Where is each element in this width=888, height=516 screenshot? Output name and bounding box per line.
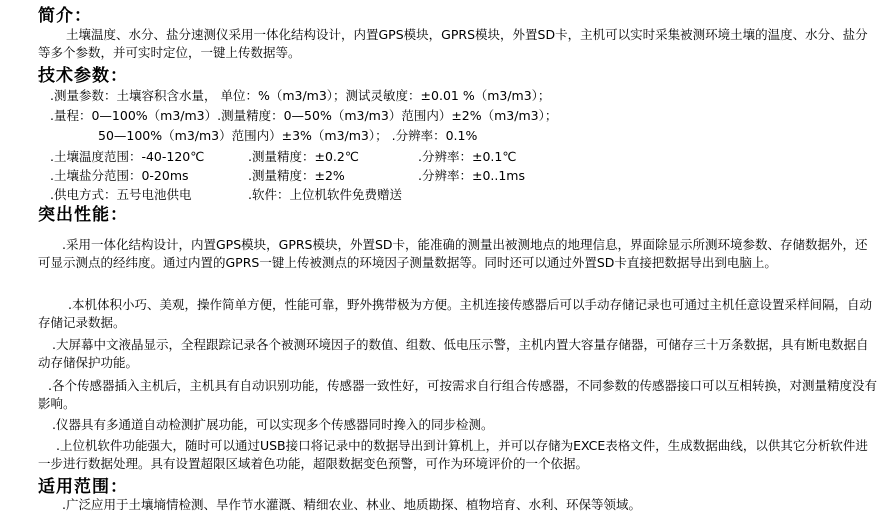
spec-cell: .软件：上位机软件免费赠送 bbox=[248, 187, 402, 202]
spec-cell: .分辨率：±0.1℃ bbox=[418, 149, 517, 164]
feature-item: .大屏幕中文液晶显示，全程跟踪记录各个被测环境因子的数值、组数、低电压示警，主机内置大容量存储器，可储存三十万条数据，具有断电数据自动存储保护功能。 bbox=[38, 337, 869, 370]
spec-cell: .供电方式：五号电池供电 bbox=[50, 187, 192, 202]
spec-cell: .测量精度：±0.2℃ bbox=[248, 149, 359, 164]
spec-row: 50—100%（m3/m3）范围内）±3%（m3/m3）； .分辨率：0.1% bbox=[98, 128, 478, 143]
features-heading: 突出性能： bbox=[38, 205, 128, 225]
spec-cell: .土壤温度范围：-40-120℃ bbox=[50, 149, 205, 164]
feature-item: .仪器具有多通道自动检测扩展功能，可以实现多个传感器同时搀入的同步检测。 bbox=[52, 417, 494, 432]
scope-text: .广泛应用于土壤墒情检测、旱作节水灌溉、精细农业、林业、地质勘探、植物培育、水利、环保等领域。 bbox=[62, 497, 641, 512]
specs-heading: 技术参数： bbox=[38, 66, 128, 86]
feature-item: .本机体积小巧、美观，操作简单方便，性能可靠，野外携带极为方便。主机连接传感器后可以手动存储记录也可通过主机任意设置采样间隔，自动存储记录数据。 bbox=[38, 297, 872, 330]
feature-item: .上位机软件功能强大，随时可以通过USB接口将记录中的数据导出到计算机上，并可以存储为EXCE表格文件，生成数据曲线，以供其它分析软件进一步进行数据处理。具有设置超限区域着色功能，超限数据变色预警，可作为环境评价的一个依据。 bbox=[38, 438, 868, 471]
spec-row: .量程：0—100%（m3/m3）.测量精度：0—50%（m3/m3）范围内）±2%（m3/m3）； bbox=[50, 108, 558, 123]
spec-row: .测量参数：土壤容积含水量， 单位：%（m3/m3）；测试灵敏度：±0.01 %（m3/m3）； bbox=[50, 88, 551, 103]
intro-text: 土壤温度、水分、盐分速测仪采用一体化结构设计，内置GPS模块，GPRS模块，外置SD卡，主机可以实时采集被测环境土壤的温度、水分、盐分等多个参数，并可实时定位，一键上传数据等。 bbox=[38, 27, 868, 60]
spec-cell: .土壤盐分范围：0-20ms bbox=[50, 168, 189, 183]
spec-cell: .分辨率：±0..1ms bbox=[418, 168, 525, 183]
feature-item: .采用一体化结构设计，内置GPS模块，GPRS模块，外置SD卡，能准确的测量出被测地点的地理信息，界面除显示所测环境参数、存储数据外，还可显示测点的经纬度。通过内置的GPRS一键上传被测点的环境因子测量数据等。同时还可以通过外置SD卡直接把数据导出到电脑上。 bbox=[38, 237, 868, 270]
feature-item: .各个传感器插入主机后，主机具有自动识别功能，传感器一致性好，可按需求自行组合传感器，不同参数的传感器接口可以互相转换，对测量精度没有影响。 bbox=[38, 378, 877, 411]
spec-cell: .测量精度：±2% bbox=[248, 168, 345, 183]
intro-heading: 简介： bbox=[38, 6, 92, 26]
scope-heading: 适用范围： bbox=[38, 477, 128, 497]
